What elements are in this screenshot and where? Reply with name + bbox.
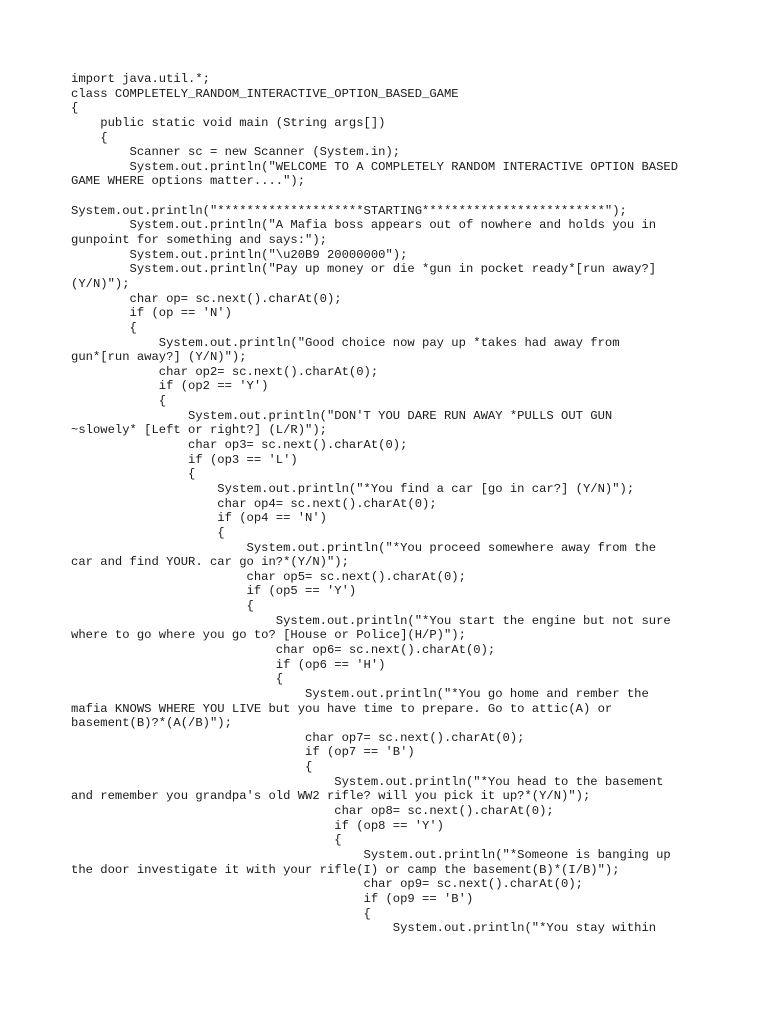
code-line: { bbox=[71, 525, 225, 540]
code-line: System.out.println("*Someone is banging up bbox=[71, 847, 671, 862]
code-line: and remember you grandpa's old WW2 rifle? will you pick it up?*(Y/N)"); bbox=[71, 789, 591, 804]
code-line: char op5= sc.next().charAt(0); bbox=[71, 569, 466, 584]
code-line: System.out.println("*You proceed somewhere away from the bbox=[71, 540, 657, 555]
code-line: class COMPLETELY_RANDOM_INTERACTIVE_OPTION_BASED_GAME bbox=[71, 86, 459, 101]
code-line: char op= sc.next().charAt(0); bbox=[71, 291, 342, 306]
code-line: ~slowely* [Left or right?] (L/R)"); bbox=[71, 423, 327, 438]
code-line: System.out.println("Pay up money or die *gun in pocket ready*[run away?] bbox=[71, 262, 657, 277]
code-line: System.out.println("*You find a car [go in car?] (Y/N)"); bbox=[71, 481, 635, 496]
code-line: { bbox=[71, 394, 167, 409]
code-line: System.out.println("*You head to the basement bbox=[71, 774, 664, 789]
code-line: char op2= sc.next().charAt(0); bbox=[71, 364, 379, 379]
code-line: { bbox=[71, 672, 284, 687]
code-line: System.out.println("********************STARTING*************************"); bbox=[71, 203, 627, 218]
code-line: if (op == 'N') bbox=[71, 306, 232, 321]
code-line: gunpoint for something and says:"); bbox=[71, 233, 327, 248]
code-line: the door investigate it with your rifle(I) or camp the basement(B)*(I/B)"); bbox=[71, 862, 620, 877]
code-line: if (op4 == 'N') bbox=[71, 511, 327, 526]
code-line: char op8= sc.next().charAt(0); bbox=[71, 804, 554, 819]
code-line: System.out.println("\u20B9 20000000"); bbox=[71, 247, 408, 262]
code-line: { bbox=[71, 906, 371, 921]
code-line: System.out.println("WELCOME TO A COMPLETELY RANDOM INTERACTIVE OPTION BASED bbox=[71, 159, 679, 174]
code-line: System.out.println("A Mafia boss appears out of nowhere and holds you in bbox=[71, 218, 657, 233]
code-line: Scanner sc = new Scanner (System.in); bbox=[71, 145, 401, 160]
code-line: { bbox=[71, 101, 79, 116]
code-line: char op6= sc.next().charAt(0); bbox=[71, 642, 496, 657]
code-line: System.out.println("*You go home and rember the bbox=[71, 686, 649, 701]
code-line: (Y/N)"); bbox=[71, 276, 130, 291]
code-line: { bbox=[71, 467, 196, 482]
code-line: { bbox=[71, 599, 254, 614]
code-line: if (op6 == 'H') bbox=[71, 657, 386, 672]
code-line: System.out.println("*You stay within bbox=[71, 921, 657, 936]
code-line: if (op3 == 'L') bbox=[71, 452, 298, 467]
code-listing bbox=[71, 72, 711, 936]
code-line: char op9= sc.next().charAt(0); bbox=[71, 877, 583, 892]
code-line: { bbox=[71, 833, 342, 848]
code-line: car and find YOUR. car go in?*(Y/N)"); bbox=[71, 555, 349, 570]
code-line: if (op2 == 'Y') bbox=[71, 379, 269, 394]
code-line: if (op5 == 'Y') bbox=[71, 584, 357, 599]
code-line: char op7= sc.next().charAt(0); bbox=[71, 730, 525, 745]
code-line: GAME WHERE options matter...."); bbox=[71, 174, 306, 189]
code-line: { bbox=[71, 320, 137, 335]
code-line: if (op9 == 'B') bbox=[71, 891, 474, 906]
code-line: System.out.println("Good choice now pay up *takes had away from bbox=[71, 335, 620, 350]
code-line: basement(B)?*(A(/B)"); bbox=[71, 716, 232, 731]
code-line: where to go where you go to? [House or Police](H/P)"); bbox=[71, 628, 466, 643]
code-line: mafia KNOWS WHERE YOU LIVE but you have time to prepare. Go to attic(A) or bbox=[71, 701, 613, 716]
code-line: System.out.println("*You start the engine but not sure bbox=[71, 613, 671, 628]
code-line: { bbox=[71, 130, 108, 145]
code-line: gun*[run away?] (Y/N)"); bbox=[71, 350, 247, 365]
code-line: { bbox=[71, 760, 313, 775]
code-line: import java.util.*; bbox=[71, 72, 210, 86]
code-line bbox=[71, 189, 711, 204]
code-line: if (op8 == 'Y') bbox=[71, 818, 444, 833]
code-line: char op3= sc.next().charAt(0); bbox=[71, 438, 408, 453]
code-line: char op4= sc.next().charAt(0); bbox=[71, 496, 437, 511]
code-line: public static void main (String args[]) bbox=[71, 115, 386, 130]
code-line: if (op7 == 'B') bbox=[71, 745, 415, 760]
code-line: System.out.println("DON'T YOU DARE RUN AWAY *PULLS OUT GUN bbox=[71, 408, 613, 423]
